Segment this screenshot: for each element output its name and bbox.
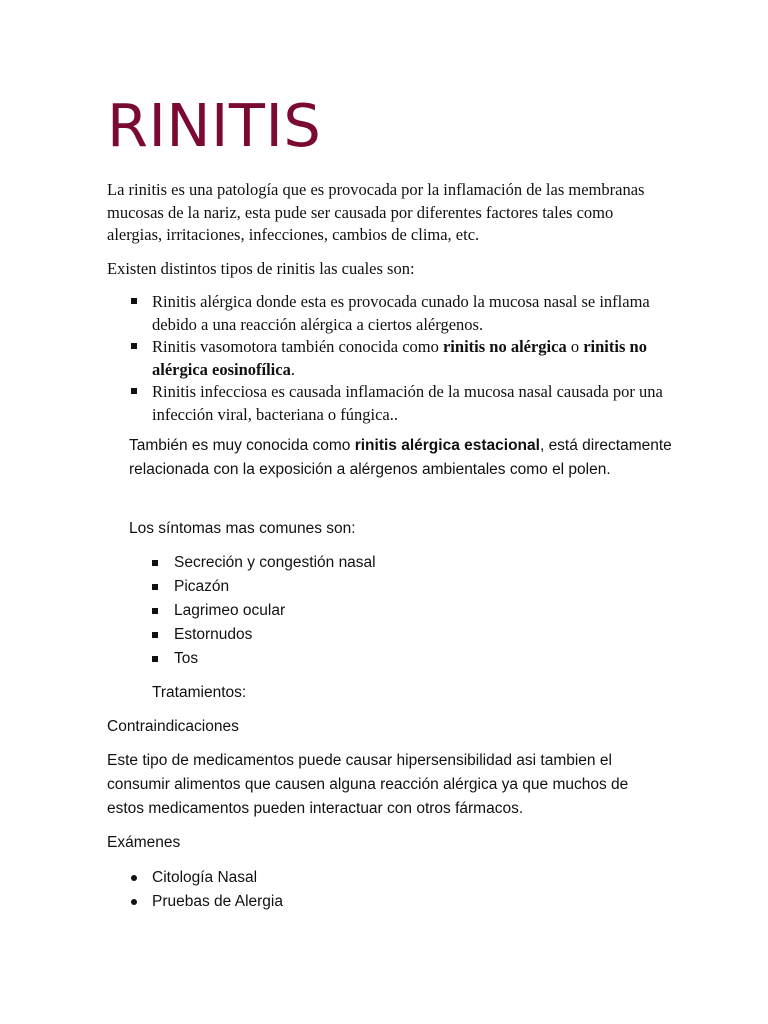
list-item [152,647,552,671]
exams-list [130,866,530,914]
list-item [130,890,530,914]
types-lead-paragraph: Existen distintos tipos de rinitis las cuales son: [107,259,415,278]
square-bullet-icon [131,298,137,304]
list-item [131,381,671,426]
list-item-text: Citología Nasal [152,869,258,886]
list-item-text: Tos [174,650,199,667]
treatments-heading: Tratamientos: [152,684,247,701]
contraindications-paragraph: Este tipo de medicamentos puede causar hipersensibilidad asi tambien el consumir alimentos que causen alguna reacción alérgica ya que muchos de estos medicamentos pueden interactuar con otros fármacos. [107,752,629,817]
square-bullet-icon [152,608,158,614]
list-item [130,866,530,890]
list-item [152,623,552,647]
document-title: RINITIS [107,91,322,160]
symptoms-lead-paragraph: Los síntomas mas comunes son: [129,520,356,537]
intro-paragraph: La rinitis es una patología que es provocada por la inflamación de las membranas mucosas de la nariz, esta pude ser causada por diferentes factores tales como alergias, irritaciones, infecciones, cambios de clima, etc. [107,180,645,244]
list-item [152,551,552,575]
list-item-text: Lagrimeo ocular [174,602,286,619]
seasonal-suffix: , está directamente relacionada con la exposición a alérgenos ambientales como el polen. [129,437,672,478]
square-bullet-icon [131,343,137,349]
square-bullet-icon [152,584,158,590]
list-item [131,336,671,381]
round-bullet-icon [131,899,137,905]
square-bullet-icon [131,388,137,394]
list-item-text: Rinitis infecciosa es causada inflamación de la mucosa nasal causada por una infección viral, bacteriana o fúngica.. [152,382,663,424]
list-item-bold-term: rinitis no alérgica [442,337,567,356]
square-bullet-icon [152,656,158,662]
seasonal-bold-term: rinitis alérgica estacional [354,437,540,454]
symptoms-list [152,551,552,671]
square-bullet-icon [152,560,158,566]
round-bullet-icon [131,875,137,881]
list-item [131,291,671,336]
list-item-text: Rinitis alérgica donde esta es provocada cunado la mucosa nasal se inflama debido a una reacción alérgica a ciertos alérgenos. [152,292,650,334]
list-item-text: Pruebas de Alergia [152,893,283,910]
square-bullet-icon [152,632,158,638]
list-item-text-suffix: . [290,359,295,379]
seasonal-paragraph [129,434,674,482]
seasonal-prefix: También es muy conocida como [129,437,355,454]
list-item-text-prefix: Rinitis vasomotora también conocida como [152,337,443,356]
list-item-text: Picazón [174,578,230,595]
list-item-text: Estornudos [174,626,253,643]
list-item [152,599,552,623]
list-item [152,575,552,599]
list-item-text: Secreción y congestión nasal [174,554,376,571]
exams-heading: Exámenes [107,834,181,851]
contraindications-heading: Contraindicaciones [107,718,239,735]
rhinitis-types-list [131,291,671,426]
list-item-text-middle: o [566,337,584,356]
list-item-bold-term: rinitis no alérgica eosinofílica [152,337,647,379]
